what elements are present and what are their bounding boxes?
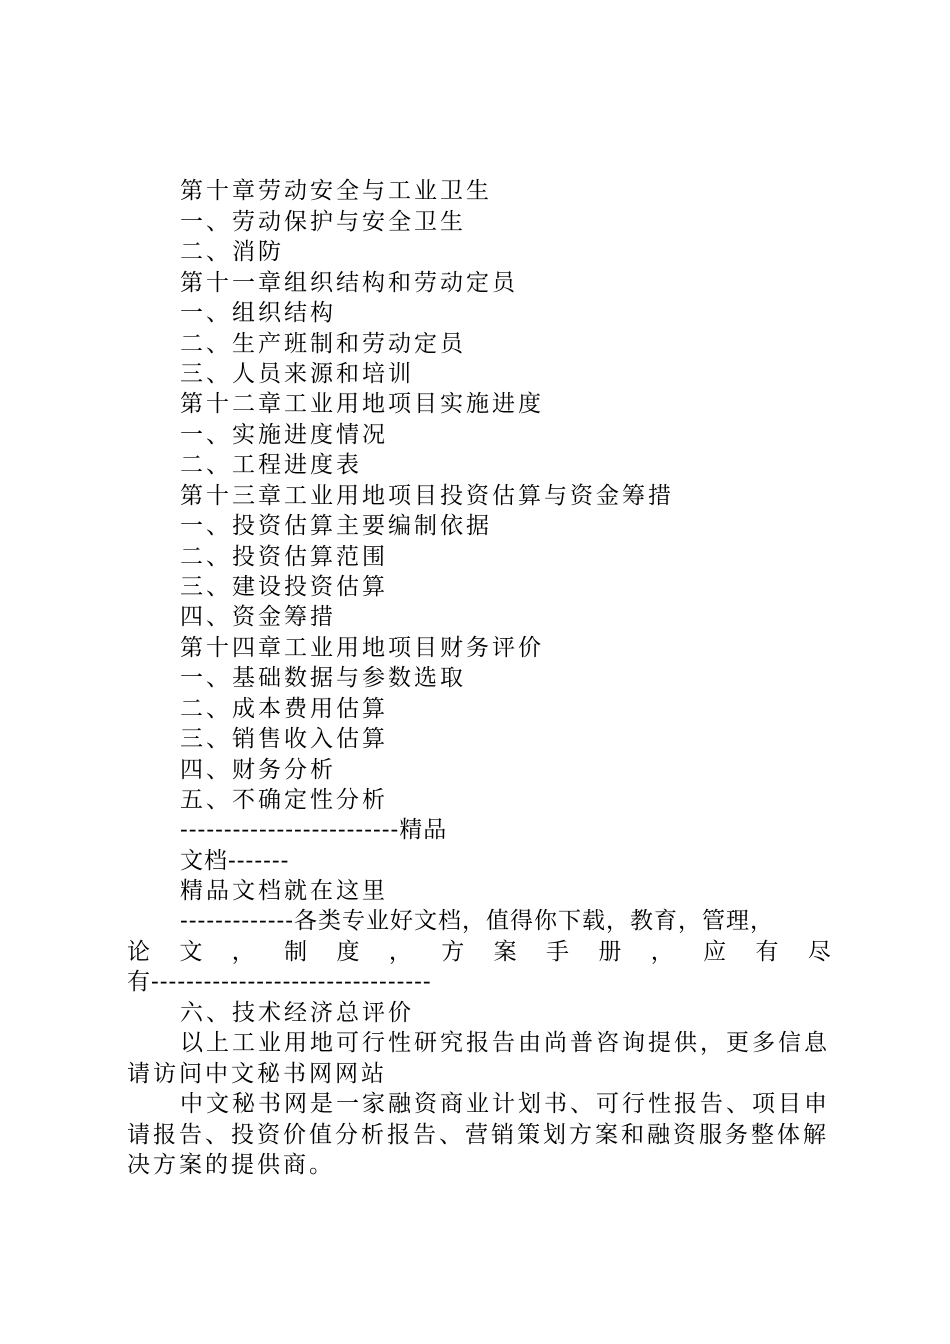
paragraph-2-line-3: 决方案的提供商。 [127, 1152, 335, 1178]
banner-char: 手 [546, 939, 569, 965]
toc-item: 一、实施进度情况 [180, 422, 388, 448]
toc-item: 四、资金筹措 [180, 604, 336, 630]
banner-char: 制 [284, 939, 308, 965]
banner-char: 案 [493, 939, 517, 965]
banner-char: 应 [703, 939, 727, 965]
toc-item: 三、人员来源和培训 [180, 361, 414, 387]
toc-chapter-10: 第十章劳动安全与工业卫生 [180, 178, 492, 204]
banner-line-3: 精品文档就在这里 [180, 878, 388, 904]
toc-chapter-14: 第十四章工业用地项目财务评价 [180, 635, 544, 661]
toc-item: 二、成本费用估算 [180, 696, 388, 722]
banner-char: 度 [336, 939, 360, 965]
banner-char: ， [650, 939, 674, 965]
banner-char: ， [231, 939, 255, 965]
banner-line-2: 文档------- [180, 848, 290, 874]
banner-char: 尽 [807, 939, 831, 965]
banner-char: 有 [755, 939, 779, 965]
paragraph-2-line-1: 中文秘书网是一家融资商业计划书、可行性报告、项目申 [180, 1091, 830, 1117]
toc-item: 三、建设投资估算 [180, 574, 388, 600]
banner-char: 册 [598, 939, 622, 965]
toc-item: 三、销售收入估算 [180, 726, 388, 752]
toc-item: 一、基础数据与参数选取 [180, 665, 466, 691]
banner-line-1: -------------------------精品 [180, 817, 448, 843]
banner-char: 文 [179, 939, 203, 965]
banner-char: ， [388, 939, 412, 965]
banner-line-5 [127, 937, 831, 967]
toc-item: 一、投资估算主要编制依据 [180, 513, 492, 539]
banner-char: 论 [127, 939, 150, 965]
toc-item: 二、消防 [180, 239, 284, 265]
banner-char: 方 [441, 939, 465, 965]
paragraph-2-line-2: 请报告、投资价值分析报告、营销策划方案和融资服务整体解 [127, 1122, 829, 1148]
toc-chapter-12: 第十二章工业用地项目实施进度 [180, 391, 544, 417]
toc-item: 五、不确定性分析 [180, 787, 388, 813]
toc-chapter-13: 第十三章工业用地项目投资估算与资金筹措 [180, 483, 674, 509]
toc-chapter-11: 第十一章组织结构和劳动定员 [180, 270, 518, 296]
banner-line-6: 有-------------------------------- [127, 969, 432, 995]
toc-item: 二、投资估算范围 [180, 544, 388, 570]
toc-item: 四、财务分析 [180, 757, 336, 783]
paragraph-1-line-1: 以上工业用地可行性研究报告由尚普咨询提供，更多信息 [180, 1030, 830, 1056]
banner-line-4: -------------各类专业好文档，值得你下载，教育，管理， [180, 908, 775, 934]
toc-item: 二、生产班制和劳动定员 [180, 331, 466, 357]
toc-item: 二、工程进度表 [180, 452, 362, 478]
paragraph-1-line-2: 请访问中文秘书网网站 [127, 1061, 387, 1087]
toc-item: 一、组织结构 [180, 300, 336, 326]
toc-item: 一、劳动保护与安全卫生 [180, 209, 466, 235]
section-heading: 六、技术经济总评价 [180, 1000, 414, 1026]
